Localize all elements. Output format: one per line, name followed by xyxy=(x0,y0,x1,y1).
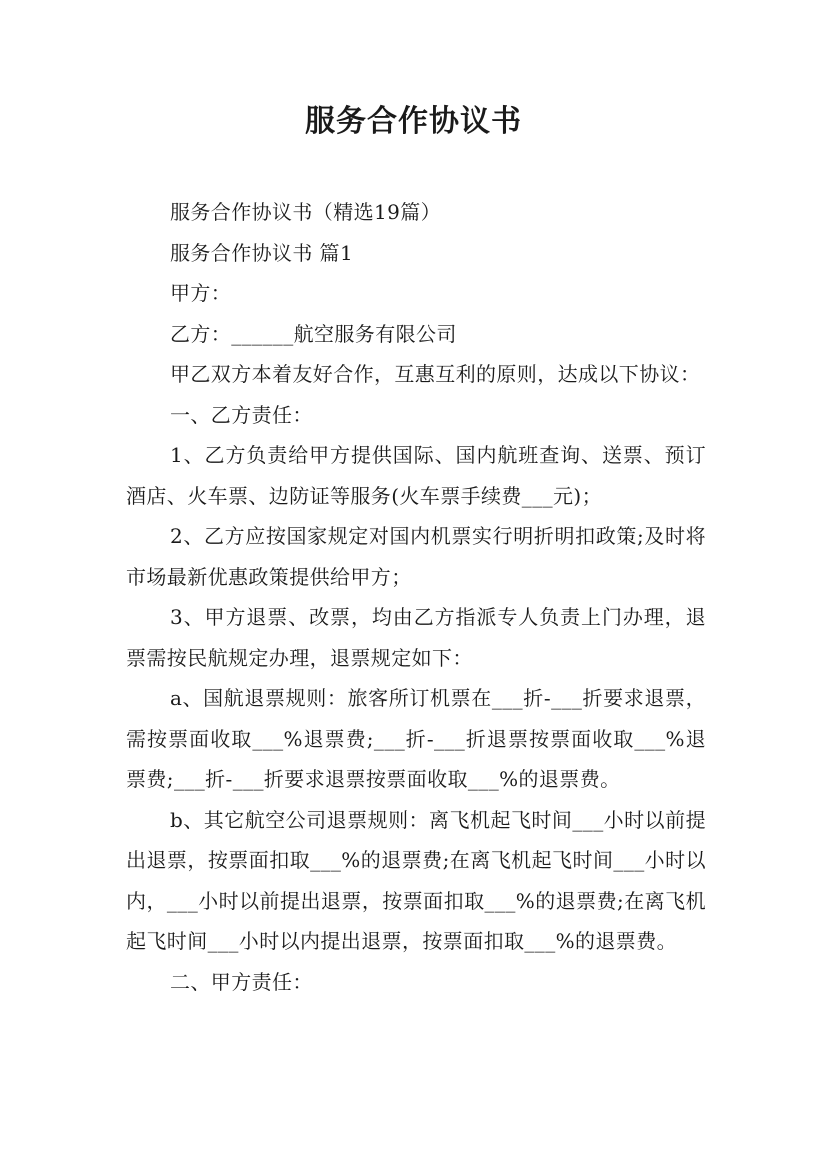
paragraph-party-b-duties-heading: 一、乙方责任： xyxy=(170,402,313,427)
paragraph-section-heading: 服务合作协议书 篇1 xyxy=(170,240,354,265)
paragraph-clause-1: 1、乙方负责给甲方提供国际、国内航班查询、送票、预订酒店、火车票、边防证等服务(火车票手续费___元)； xyxy=(126,443,706,508)
document-title: 服务合作协议书 xyxy=(305,104,522,139)
paragraph-clause-2: 2、乙方应按国家规定对国内机票实行明折明扣政策;及时将市场最新优惠政策提供给甲方； xyxy=(126,524,706,589)
paragraph-clause-a: a、国航退票规则：旅客所订机票在___折-___折要求退票，需按票面收取___%退票费;___折-___折退票按票面收取___%退票费;___折-___折要求退票按票面收取___%的退票费。 xyxy=(126,686,706,791)
paragraph-clause-b: b、其它航空公司退票规则：离飞机起飞时间___小时以前提出退票，按票面扣取___%的退票费;在离飞机起飞时间___小时以内，___小时以前提出退票，按票面扣取___%的退票费;在离飞机起飞时间___小时以内提出退票，按票面扣取___%的退票费。 xyxy=(126,807,706,953)
paragraph-intro: 甲乙双方本着友好合作，互惠互利的原则，达成以下协议： xyxy=(170,362,701,386)
paragraph-clause-3: 3、甲方退票、改票，均由乙方指派专人负责上门办理，退票需按民航规定办理，退票规定如下： xyxy=(126,605,706,670)
paragraph-party-b: 乙方：______航空服务有限公司 xyxy=(170,321,457,346)
paragraph-party-a-duties-heading: 二、甲方责任： xyxy=(170,969,313,994)
paragraph-subtitle: 服务合作协议书（精选19篇） xyxy=(170,200,442,224)
paragraph-party-a: 甲方： xyxy=(170,281,232,305)
document-body xyxy=(126,192,706,1002)
